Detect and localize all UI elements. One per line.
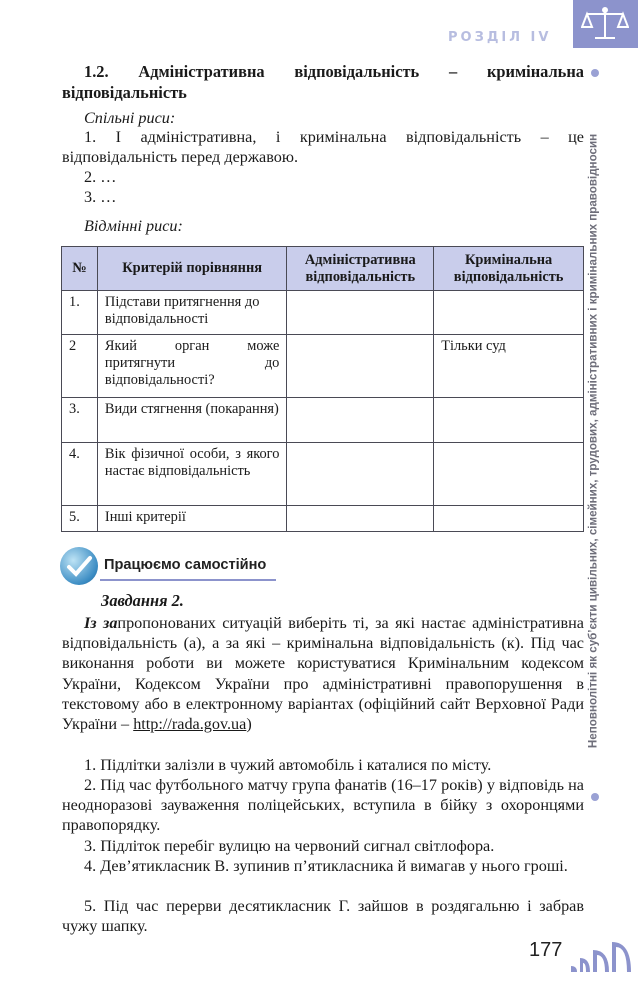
heading-underline	[100, 579, 276, 581]
table-row	[62, 291, 584, 335]
table-row	[62, 506, 584, 532]
row-admin	[287, 506, 434, 532]
independent-work-icon	[60, 547, 98, 585]
section-emblem	[573, 0, 638, 48]
task-item-4: 4. Дев’ятикласник В. зупинив п’ятикласника й вимагав у нього грошi.	[84, 857, 568, 875]
header-criminal: Кримінальна відповідальність	[434, 247, 584, 291]
common-item-2: 2. …	[84, 168, 117, 186]
row-number: 4.	[62, 443, 98, 506]
row-admin	[287, 291, 434, 335]
table-row	[62, 398, 584, 443]
header-admin: Адміністративна відповідальність	[287, 247, 434, 291]
row-criminal: Тільки суд	[434, 335, 584, 398]
table-row	[62, 335, 584, 398]
row-number: 5.	[62, 506, 98, 532]
task-item-1: 1. Підлітки залізли в чужий автомобіль і каталися по місту.	[84, 756, 492, 774]
side-running-title-text: Неповнолітні як суб’єкти цивільних, сімейних, трудових, адміністративних і кримінальних правовідносин	[586, 133, 600, 749]
row-criminal	[434, 398, 584, 443]
row-criterion: Інші критерії	[97, 506, 286, 532]
section-label: РОЗДІЛ IV	[448, 30, 552, 45]
row-number: 3.	[62, 398, 98, 443]
comparison-table	[61, 246, 584, 532]
task-intro-end: )	[246, 715, 252, 734]
checkmark-icon	[60, 547, 98, 585]
side-dot-bottom	[591, 793, 599, 801]
common-label: Спільні риси:	[84, 109, 176, 127]
page-wave-icon	[571, 936, 631, 972]
row-criterion: Види стягнення (покарання)	[97, 398, 286, 443]
diff-label: Відмінні риси:	[84, 217, 183, 235]
row-criterion: Вік фізичної особи, з якого настає відповідальність	[97, 443, 286, 506]
side-dot-top	[591, 69, 599, 77]
row-criminal	[434, 506, 584, 532]
task-intro	[62, 613, 584, 734]
row-admin	[287, 398, 434, 443]
header-criterion: Критерій порівняння	[97, 247, 286, 291]
row-criminal	[434, 291, 584, 335]
row-admin	[287, 443, 434, 506]
row-criterion: Який орган може притягнути до відповідальності?	[97, 335, 286, 398]
task-intro-text: пропонованих ситуацій виберіть ті, за які настає адміністративна відповідальність (а), а за які – кримінальна відповідальність (к). Під час виконання роботи ви можете користуватися Кримінальним кодексом України, Кодексом України про адміністративні правопорушення в текстовому або в електронному варіантах (офіційний сайт Верховної Ради України –	[62, 614, 584, 734]
table-header-row	[62, 247, 584, 291]
common-item-1: 1. І адміністративна, і кримінальна відповідальність – це відповідальність перед державою.	[62, 128, 584, 166]
scales-icon	[581, 5, 629, 43]
table-row	[62, 443, 584, 506]
task-intro-lead: Із за	[84, 614, 118, 632]
header-number: №	[62, 247, 98, 291]
row-admin	[287, 335, 434, 398]
task-title: Завдання 2.	[101, 591, 184, 610]
task-item-2: 2. Під час футбольного матчу група фанатів (16–17 років) у відповідь на неодноразові зауваження поліцейських, вступила в бійку з охоронцями правопорядку.	[62, 776, 584, 835]
rada-link[interactable]: http://rada.gov.ua	[133, 715, 247, 734]
task-item-3: 3. Підліток перебіг вулицю на червоний сигнал світлофора.	[84, 837, 495, 855]
row-criminal	[434, 443, 584, 506]
page-number: 177	[529, 939, 563, 961]
work-heading: Працюємо самостійно	[104, 557, 267, 573]
common-item-3: 3. …	[84, 188, 117, 206]
row-criterion: Підстави притягнення до відповідальності	[97, 291, 286, 335]
task-item-5: 5. Під час перерви десятикласник Г. зайшов в роздягальню і забрав чужу шапку.	[62, 897, 584, 936]
section-heading: 1.2. Адміністративна відповідальність – кримінальна відповідальність	[62, 62, 584, 102]
row-number: 2	[62, 335, 98, 398]
row-number: 1.	[62, 291, 98, 335]
